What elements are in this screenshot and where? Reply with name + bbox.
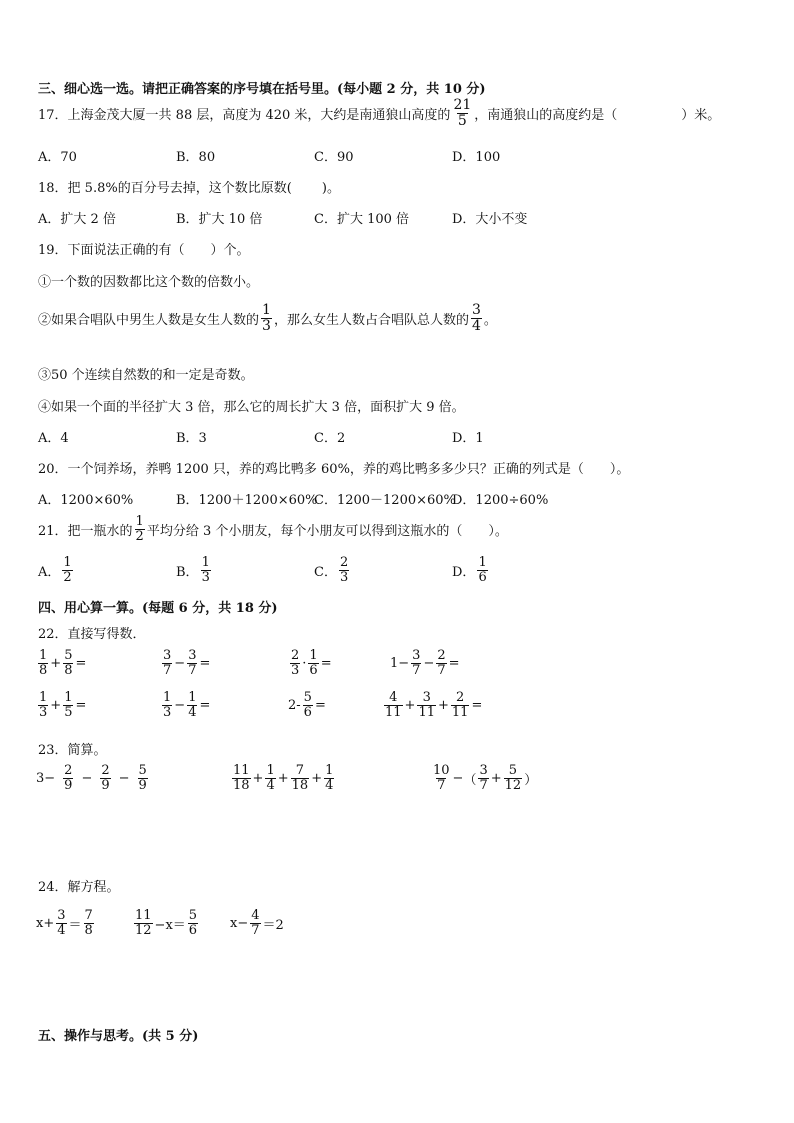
q22-e7-eq: = <box>314 697 326 713</box>
q23-e1-f3n: 5 <box>138 763 147 778</box>
q23-e2-f4n: 1 <box>325 763 334 778</box>
q23-e3-rparen: ） <box>524 772 538 788</box>
q23-e2-f3d: 18 <box>291 777 309 793</box>
q22-e3-f2d: 6 <box>309 662 318 678</box>
q21-option-a[interactable] <box>38 556 75 584</box>
q21-option-d[interactable] <box>452 556 490 584</box>
q24-e1-f1d: 4 <box>57 922 66 938</box>
q22-e3-op: · <box>302 655 307 671</box>
q22-e8-op2: + <box>438 697 449 713</box>
q23-e1-op2: − <box>118 770 130 786</box>
q23-expr-3 <box>430 764 537 792</box>
q17-frac-n: 21 <box>453 97 472 113</box>
q23-e3-f3n: 5 <box>508 763 518 778</box>
q23-e1-f1 <box>63 764 73 792</box>
q23-expr-2 <box>230 764 336 792</box>
q24-e3-f1n: 4 <box>251 908 260 923</box>
q17-stem <box>38 98 720 128</box>
q23-e3-op: − <box>452 770 464 786</box>
q23-e2-f3n: 7 <box>295 763 305 778</box>
q22-e6-f1n: 1 <box>163 690 172 705</box>
q22-e7-lead: 2- <box>288 697 301 713</box>
q22-e4-f1 <box>411 649 421 677</box>
q23-e3-f3 <box>504 764 523 792</box>
q19-s2-f2-d: 4 <box>471 317 481 334</box>
q19-statement-4: ④如果一个面的半径扩大 3 倍，那么它的周长扩大 3 倍，面积扩大 9 倍。 <box>38 400 465 415</box>
q22-expr-3 <box>288 649 332 677</box>
q17-frac-d: 5 <box>457 112 467 129</box>
q23-e3-f1n: 10 <box>433 763 450 778</box>
q24-e3-lead: x− <box>230 915 249 931</box>
q22-e1-f2d: 8 <box>64 662 73 678</box>
q22-e8-f2n: 3 <box>422 690 431 705</box>
q24-e1-f2n: 7 <box>84 908 93 923</box>
q23-e3-lparen: （ <box>463 772 477 788</box>
q24-e2-f2d: 6 <box>188 922 198 938</box>
q22-e1-f1n: 1 <box>39 648 48 663</box>
q22-e3-f1n: 2 <box>291 648 300 663</box>
q22-e5-f2n: 1 <box>64 690 73 705</box>
q22-e8-f2d: 11 <box>418 704 435 720</box>
q21-oc-n: 2 <box>339 555 349 570</box>
q20-option-d[interactable]: D．1200÷60% <box>452 493 549 508</box>
q24-e2-f1n: 11 <box>135 908 152 923</box>
q21-text-a: 21．把一瓶水的 <box>38 523 133 539</box>
q21-od-n: 1 <box>478 555 487 570</box>
q23-e1-f3d: 9 <box>138 777 147 793</box>
q18-option-d[interactable]: D．大小不变 <box>452 212 528 227</box>
q24-equation-1 <box>36 909 96 937</box>
q22-e8-f2 <box>417 691 436 719</box>
q22-e6-op: − <box>174 697 186 713</box>
q21-od-d: 6 <box>478 569 487 585</box>
q22-e8-f1n: 4 <box>389 690 398 705</box>
q21-option-c[interactable] <box>314 556 351 584</box>
q24-title: 24．解方程。 <box>38 880 120 895</box>
q24-e1-lead: x+ <box>36 915 55 931</box>
q17-fraction <box>452 98 472 128</box>
q23-e3-op2: + <box>490 770 502 786</box>
section-5-title: 五、操作与思考。(共 5 分) <box>38 1029 199 1044</box>
q23-e2-f2 <box>265 764 275 792</box>
q22-e1-op: + <box>50 655 62 671</box>
section-3-title: 三、细心选一选。请把正确答案的序号填在括号里。(每小题 2 分，共 10 分) <box>38 82 486 97</box>
q19-option-c[interactable]: C．2 <box>314 431 346 446</box>
q19-option-b[interactable]: B．3 <box>176 431 207 446</box>
q21-option-c-fraction <box>339 556 349 584</box>
q19-statement-3: ③50 个连续自然数的和一定是奇数。 <box>38 368 254 383</box>
q23-e3-f3d: 12 <box>504 777 522 793</box>
q22-e1-f1 <box>38 649 48 677</box>
q22-e2-f1d: 7 <box>163 662 172 678</box>
q22-e4-lead: 1− <box>390 655 410 671</box>
q17-option-a[interactable]: A．70 <box>38 150 77 165</box>
q21-text-b: 平均分给 3 个小朋友，每个小朋友可以得到这瓶水的（ ）。 <box>146 523 508 539</box>
q18-stem: 18．把 5.8%的百分号去掉，这个数比原数( )。 <box>38 181 340 196</box>
q24-e2-f1d: 12 <box>135 922 152 938</box>
q22-e6-f2d: 4 <box>188 704 197 720</box>
q22-e8-eq: = <box>471 697 483 713</box>
q22-expr-6 <box>160 691 210 719</box>
q21-option-c-label: C． <box>314 564 337 580</box>
q21-oa-n: 1 <box>63 555 72 570</box>
q23-e2-f1n: 11 <box>233 763 250 778</box>
q23-title: 23．简算。 <box>38 743 107 758</box>
q22-e5-f1n: 1 <box>39 690 48 705</box>
q22-e2-op: − <box>174 655 186 671</box>
q22-expr-1 <box>36 649 86 677</box>
q21-ob-d: 3 <box>201 569 210 585</box>
q24-e1-f2 <box>84 909 94 937</box>
q22-e4-f1d: 7 <box>412 662 421 678</box>
q23-e1-op1: − <box>81 770 93 786</box>
q21-fraction <box>135 515 145 543</box>
q22-e2-eq: = <box>199 655 211 671</box>
q24-e2-mid: −x＝ <box>154 917 186 933</box>
q22-e3-f1 <box>290 649 300 677</box>
q22-expr-8 <box>382 691 482 719</box>
q21-option-b[interactable] <box>176 556 213 584</box>
q23-e3-f2n: 3 <box>479 763 488 778</box>
q17-option-c[interactable]: C．90 <box>314 150 354 165</box>
q19-stem: 19．下面说法正确的有（ ）个。 <box>38 243 250 258</box>
q19-s2-f1-d: 3 <box>262 317 271 334</box>
q22-e7-f1n: 5 <box>303 690 312 705</box>
q17-option-d[interactable]: D．100 <box>452 150 501 165</box>
q24-e1-f1n: 3 <box>57 908 66 923</box>
q24-e1-eq: ＝ <box>68 917 82 933</box>
q17-text-c: ）米。 <box>681 107 721 123</box>
q22-expr-5 <box>36 691 86 719</box>
q22-e8-op: + <box>404 697 416 713</box>
q18-option-b[interactable]: B．扩大 10 倍 <box>176 212 263 227</box>
q22-e6-f1d: 3 <box>163 704 172 720</box>
q19-s2-fraction-1 <box>261 303 272 333</box>
q21-stem <box>38 515 508 543</box>
q21-oa-d: 2 <box>63 569 72 585</box>
q19-statement-2 <box>38 303 497 333</box>
q22-expr-2 <box>160 649 210 677</box>
q24-e2-f2 <box>188 909 198 937</box>
q22-e7-f1 <box>303 691 313 719</box>
q22-e5-f1d: 3 <box>39 704 48 720</box>
q22-e8-f3d: 11 <box>451 704 469 720</box>
q22-e1-f1d: 8 <box>39 662 48 678</box>
q17-text-b: ，南通狼山的高度约是（ <box>474 107 618 123</box>
q22-e5-f1 <box>38 691 48 719</box>
q21-option-b-fraction <box>201 556 211 584</box>
q22-expr-7 <box>288 691 326 719</box>
q23-e2-op2: + <box>277 770 289 786</box>
q21-option-d-fraction <box>477 556 487 584</box>
q23-e2-op1: + <box>252 770 264 786</box>
q22-e3-f2n: 1 <box>309 648 318 663</box>
section-4-title: 四、用心算一算。(每题 6 分，共 18 分) <box>38 601 278 616</box>
q22-e1-f2 <box>63 649 73 677</box>
q24-e3-tail: ＝2 <box>262 917 284 933</box>
q23-e1-f2n: 2 <box>101 763 110 778</box>
q24-e1-f1 <box>56 909 66 937</box>
q23-e3-f2 <box>478 764 488 792</box>
q21-oc-d: 3 <box>339 569 349 585</box>
q24-e3-f1 <box>250 909 260 937</box>
q19-s2-f2-n: 3 <box>471 302 481 318</box>
q24-e2-f1 <box>134 909 153 937</box>
q23-e1-lead: 3− <box>36 770 56 786</box>
q22-e8-f1d: 11 <box>385 704 402 720</box>
q24-e3-f1d: 7 <box>251 922 260 938</box>
q22-e5-f2d: 5 <box>64 704 73 720</box>
q23-e1-f2 <box>100 764 110 792</box>
q20-option-a[interactable]: A．1200×60% <box>38 493 134 508</box>
q22-expr-4 <box>390 649 460 677</box>
q22-e1-f2n: 5 <box>64 648 73 663</box>
q22-e4-eq: = <box>448 655 460 671</box>
q20-option-c[interactable]: C．1200－1200×60% <box>314 493 456 508</box>
q22-e3-f1d: 3 <box>291 662 300 678</box>
q22-e2-f1n: 3 <box>163 648 172 663</box>
q22-e5-f2 <box>63 691 73 719</box>
q18-option-c[interactable]: C．扩大 100 倍 <box>314 212 410 227</box>
q22-e2-f2n: 3 <box>188 648 197 663</box>
q20-stem: 20．一个饲养场，养鸭 1200 只，养的鸡比鸭多 60%，养的鸡比鸭多多少只？正确的列式是（ ）。 <box>38 462 630 477</box>
q19-s2-text-c: 。 <box>483 312 497 328</box>
q22-e4-f2d: 7 <box>437 662 446 678</box>
q19-option-d[interactable]: D．1 <box>452 431 484 446</box>
q23-e1-f1d: 9 <box>64 777 73 793</box>
q19-s2-text-a: ②如果合唱队中男生人数是女生人数的 <box>38 312 260 328</box>
q19-s2-f1-n: 1 <box>262 302 271 318</box>
q22-e6-eq: = <box>199 697 211 713</box>
q22-e8-f1 <box>384 691 403 719</box>
q22-e3-f2 <box>308 649 318 677</box>
q17-option-b[interactable]: B．80 <box>176 150 216 165</box>
q17-text-a: 17．上海金茂大厦一共 88 层，高度为 420 米，大约是南通狼山高度的 <box>38 107 451 123</box>
q23-e2-f2d: 4 <box>266 777 275 793</box>
q23-e2-f3 <box>291 764 310 792</box>
q18-option-a[interactable]: A．扩大 2 倍 <box>38 212 116 227</box>
q23-e1-f3 <box>138 764 148 792</box>
q23-e3-f1 <box>432 764 451 792</box>
q21-frac-d: 2 <box>135 528 144 544</box>
q22-e4-op: − <box>423 655 435 671</box>
q22-title: 22．直接写得数． <box>38 627 146 642</box>
q23-e3-f2d: 7 <box>479 777 488 793</box>
q22-e2-f2d: 7 <box>188 662 197 678</box>
q19-s2-text-b: ，那么女生人数占合唱队总人数的 <box>273 312 469 328</box>
q22-e6-f1 <box>162 691 172 719</box>
q23-e1-f1n: 2 <box>64 763 73 778</box>
q22-e8-f3n: 2 <box>456 690 465 705</box>
q22-e4-f1n: 3 <box>412 648 421 663</box>
q23-e2-op3: + <box>311 770 323 786</box>
q21-option-d-label: D． <box>452 564 476 580</box>
q23-e2-f2n: 1 <box>266 763 275 778</box>
q22-e3-eq: = <box>320 655 332 671</box>
q22-e2-f2 <box>187 649 197 677</box>
q19-s2-fraction-2 <box>471 303 482 333</box>
q19-option-a[interactable]: A．4 <box>38 431 69 446</box>
q21-option-b-label: B． <box>176 564 199 580</box>
q23-e2-f1d: 18 <box>233 777 250 793</box>
q22-e4-f2 <box>436 649 446 677</box>
q23-e3-f1d: 7 <box>437 777 446 793</box>
q23-e2-f1 <box>232 764 251 792</box>
q22-e2-f1 <box>162 649 172 677</box>
q20-option-b[interactable]: B．1200＋1200×60% <box>176 493 318 508</box>
q22-e5-op: + <box>50 697 62 713</box>
q22-e6-f2n: 1 <box>188 690 197 705</box>
q23-e1-f2d: 9 <box>101 777 110 793</box>
q22-e1-eq: = <box>75 655 87 671</box>
q23-e2-f4 <box>324 764 334 792</box>
q24-equation-3 <box>230 909 284 937</box>
q23-expr-1 <box>36 764 156 792</box>
q19-statement-1: ①一个数的因数都比这个数的倍数小。 <box>38 275 260 290</box>
q21-option-a-label: A． <box>38 564 61 580</box>
q24-e1-f2d: 8 <box>84 922 93 938</box>
q22-e7-f1d: 6 <box>303 704 312 720</box>
q21-frac-n: 1 <box>135 514 144 529</box>
q23-e2-f4d: 4 <box>325 777 334 793</box>
q22-e6-f2 <box>187 691 197 719</box>
q22-e5-eq: = <box>75 697 87 713</box>
q24-equation-2 <box>132 909 200 937</box>
q21-option-a-fraction <box>62 556 72 584</box>
q24-e2-f2n: 5 <box>188 908 198 923</box>
q22-e4-f2n: 2 <box>437 648 446 663</box>
q22-e8-f3 <box>451 691 470 719</box>
q21-ob-n: 1 <box>201 555 210 570</box>
